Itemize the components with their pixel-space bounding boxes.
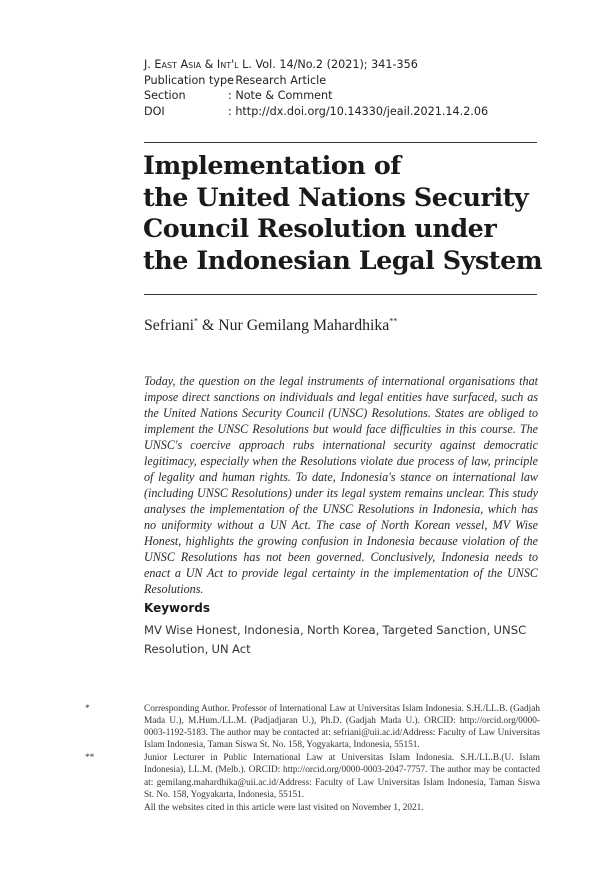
title-top-rule [144,142,537,143]
footnote: All the websites cited in this article were last visited on November 1, 2021. [144,802,424,813]
keywords-list: MV Wise Honest, Indonesia, North Korea, Targeted Sanction, UNSC Resolution, UN Act [144,623,527,656]
footnote: * Corresponding Author. Professor of International Law at Universitas Islam Indonesia. S.H./LL.B. (Gadjah Mada U.), M.Hum./LL.M. (Padjadjaran U.), Ph.D. (Gadjah Mada U.). ORCID: http://orcid.org/0000-0003-1192-5183. The author may be contacted at: sefriani@uii.ac.id/Address: Faculty of Law Universitas Islam Indonesia, Taman Siswa St. No. 158, Yogyakarta, Indonesia, 55151. [85,704,540,751]
section-row: Section : Note & Comment [144,89,333,103]
keywords-heading: Keywords [144,601,211,615]
publication-type-row: Publication type: Research Article [144,73,327,87]
footnote-mark: ** [85,753,95,764]
journal-citation: J. East Asia & Int'l L. Vol. 14/No.2 (2021); 341-356 [144,58,418,71]
author-line: Sefriani* & Nur Gemilang Mahardhika** [144,316,398,334]
title-bottom-rule [144,294,537,295]
author-1-footnote-mark: * [194,316,199,326]
footnote-mark: * [85,704,90,714]
journal-intl: Int'l [216,58,239,71]
footnote: ** Junior Lecturer in Public International Law at Universitas Islam Indonesia. S.H./LL.B.(U. Islam Indonesia), LL.M. (Melb.). ORCID: http://orcid.org/0000-0003-2047-7757. The author may be contacted at: gemilang.mahardhika@uii.ac.id/Address: Faculty of Law Universitas Islam Indonesia, Taman Siswa St. No. 158, Yogyakarta, Indonesia, 55151. [85,753,540,800]
doi-link[interactable]: : http://dx.doi.org/10.14330/jeail.2021.14.2.06 [228,104,489,118]
author-2-footnote-mark: ** [389,316,398,326]
abstract: Today, the question on the legal instruments of international organisations that impose direct sanctions on individuals and legal entities have surfaced, such as the United Nations Security Council (UNSC) Resolutions. States are obliged to implement the UNSC Resolutions but would face difficulties in this course. The UNSC's coercive approach rubs international security against democratic legitimacy, especially when the Resolutions violate due process of law, principle of legality and human rights. To date, Indonesia's stance on international law (including UNSC Resolutions) under its legal system remains unclear. This study analyses the implementation of the UNSC Resolutions in Indonesia, which has no uniformity without a UN Act. The case of North Korean vessel, MV Wise Honest, highlights the growing confusion in Indonesia because violation of the UNSC Resolutions has not been governed. Conclusively, Indonesia needs to enact a UN Act to provide legal certainty in the implementation of the UNSC Resolutions. [144,374,538,596]
journal-east-asia: East Asia [154,58,202,71]
article-title: Implementation of the United Nations Security Council Resolution under the Indonesian Legal System [143,150,543,275]
author-2: Nur Gemilang Mahardhika [218,317,390,334]
publication-metadata [144,57,544,119]
doi-row: DOI : http://dx.doi.org/10.14330/jeail.2021.14.2.06 [144,104,489,118]
author-1: Sefriani [144,317,195,334]
footnotes [85,703,540,815]
